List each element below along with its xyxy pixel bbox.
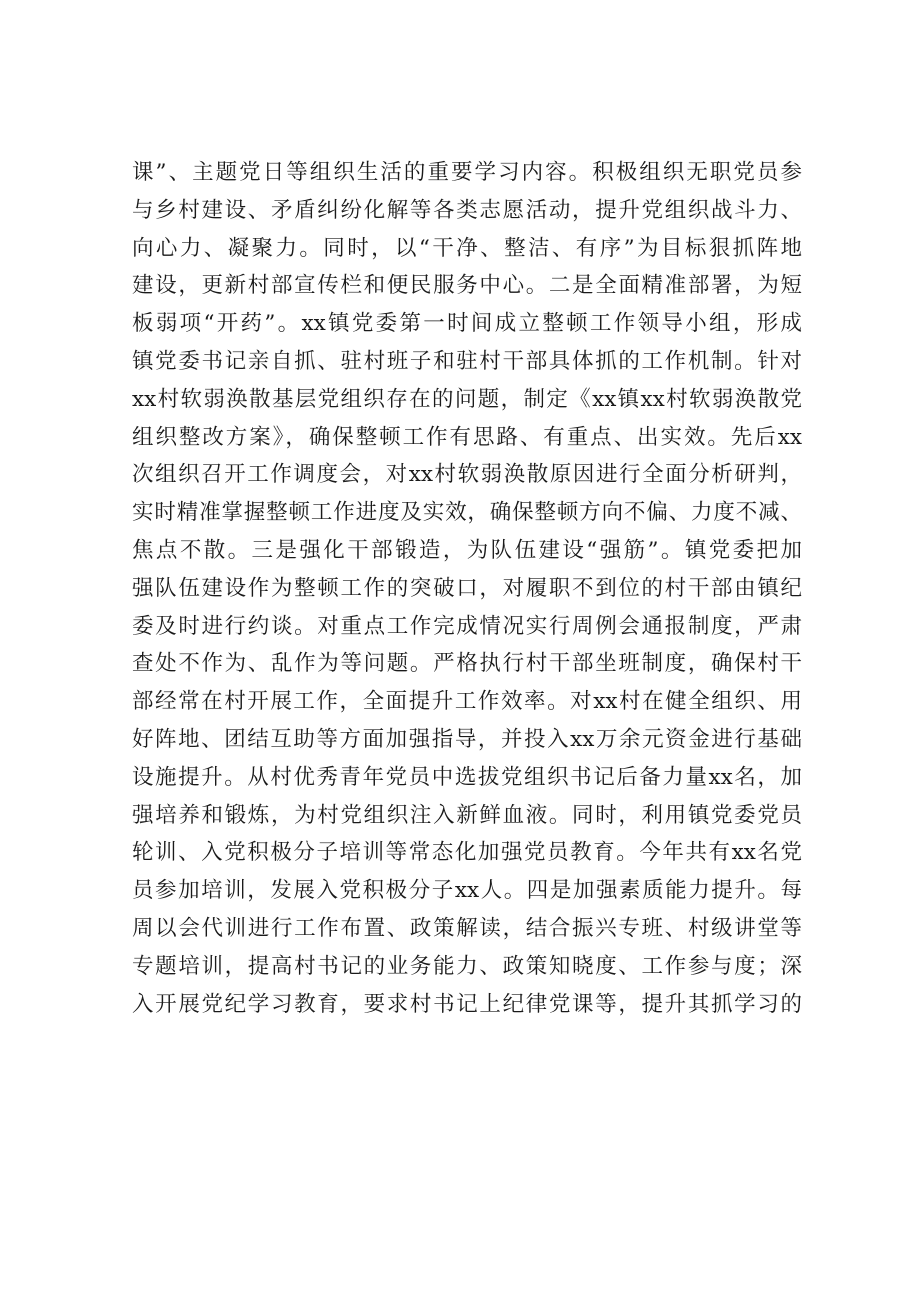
text-line: 专题培训，提高村书记的业务能力、政策知晓度、工作参与度；深 xyxy=(132,953,802,979)
text-line: 委及时进行约谈。对重点工作完成情况实行周例会通报制度，严肃 xyxy=(132,613,802,639)
text-line: 部经常在村开展工作，全面提升工作效率。对xx村在健全组织、用 xyxy=(132,689,802,715)
text-line: 课”、主题党日等组织生活的重要学习内容。积极组织无职党员参 xyxy=(132,160,802,185)
text-line: 焦点不散。三是强化干部锻造，为队伍建设“强筋”。镇党委把加 xyxy=(132,537,802,563)
text-line: 板弱项“开药”。xx镇党委第一时间成立整顿工作领导小组，形成 xyxy=(132,311,802,337)
text-line: 入开展党纪学习教育，要求村书记上纪律党课等，提升其抓学习的 xyxy=(132,991,802,1017)
text-line: 与乡村建设、矛盾纠纷化解等各类志愿活动，提升党组织战斗力、 xyxy=(132,197,802,223)
text-line: 强队伍建设作为整顿工作的突破口，对履职不到位的村干部由镇纪 xyxy=(132,575,802,601)
text-line: 强培养和锻炼，为村党组织注入新鲜血液。同时，利用镇党委党员 xyxy=(132,802,802,828)
text-line: 组织整改方案》，确保整顿工作有思路、有重点、出实效。先后xx xyxy=(132,424,802,450)
text-line: 次组织召开工作调度会，对xx村软弱涣散原因进行全面分析研判， xyxy=(132,462,802,488)
text-line: 员参加培训，发展入党积极分子xx人。四是加强素质能力提升。每 xyxy=(132,878,802,904)
text-line: 周以会代训进行工作布置、政策解读，结合振兴专班、村级讲堂等 xyxy=(132,915,802,941)
text-line: 镇党委书记亲自抓、驻村班子和驻村干部具体抓的工作机制。针对 xyxy=(132,348,802,374)
text-line: 实时精准掌握整顿工作进度及实效，确保整顿方向不偏、力度不减、 xyxy=(132,500,802,526)
text-line: 建设，更新村部宣传栏和便民服务中心。二是全面精准部署，为短 xyxy=(132,273,802,299)
text-line: 好阵地、团结互助等方面加强指导，并投入xx万余元资金进行基础 xyxy=(132,726,802,752)
text-line: 轮训、入党积极分子培训等常态化加强党员教育。今年共有xx名党 xyxy=(132,840,802,866)
text-line: 向心力、凝聚力。同时，以“干净、整洁、有序”为目标狠抓阵地 xyxy=(132,235,802,261)
body-paragraph xyxy=(132,154,802,1023)
text-line: 查处不作为、乱作为等问题。严格执行村干部坐班制度，确保村干 xyxy=(132,651,802,677)
text-line: 设施提升。从村优秀青年党员中选拔党组织书记后备力量xx名，加 xyxy=(132,764,802,790)
text-line: xx村软弱涣散基层党组织存在的问题，制定《xx镇xx村软弱涣散党 xyxy=(132,386,802,412)
